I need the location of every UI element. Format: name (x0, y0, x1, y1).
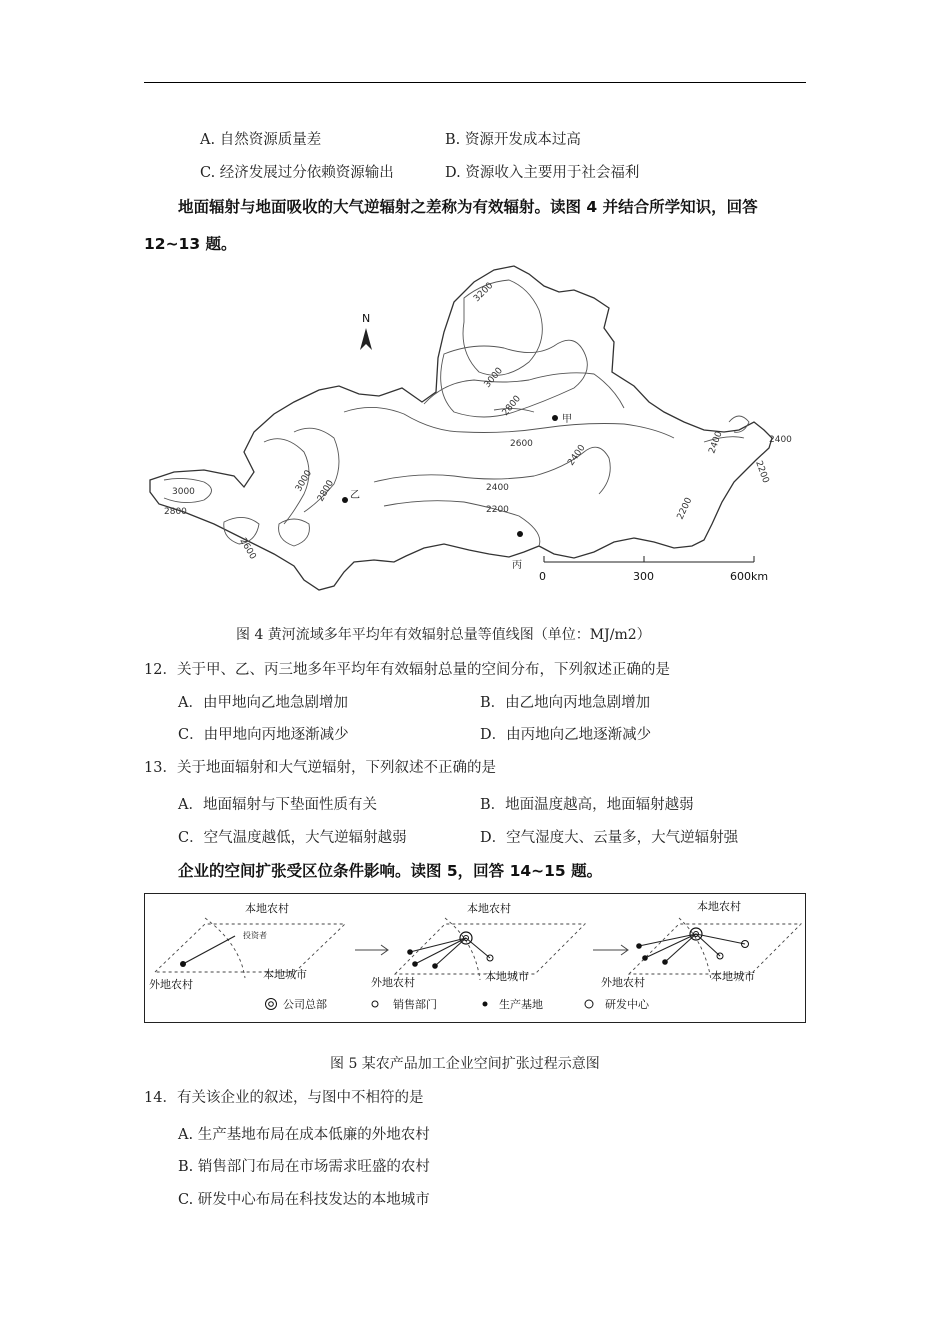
contour-label: 3200 (472, 280, 496, 305)
figure4-contour-map (144, 262, 806, 592)
q12-option-d: D．由丙地向乙地逐渐减少 (480, 727, 652, 743)
contour-label: 3000 (482, 365, 506, 390)
panel3-boundary (679, 918, 711, 980)
q14-option-b: B. 销售部门布局在市场需求旺盛的农村 (178, 1159, 430, 1175)
contour-label: 2400 (566, 443, 588, 468)
place-jia-marker (552, 415, 558, 421)
panel2-rural: 本地农村 (467, 902, 511, 915)
q13-option-d: D．空气湿度大、云量多，大气逆辐射强 (480, 830, 739, 846)
contour-lines (164, 280, 749, 546)
panel2-base-marker (432, 963, 438, 969)
panel3-rural: 本地农村 (697, 900, 741, 913)
q13-option-a: A．地面辐射与下垫面性质有关 (178, 797, 377, 813)
panel3-outside: 外地农村 (601, 976, 645, 989)
panel2-outside: 外地农村 (371, 976, 415, 989)
panel2-base-marker (412, 961, 418, 967)
contour-label: 2200 (675, 496, 695, 522)
q14-option-a: A. 生产基地布局在成本低廉的外地农村 (178, 1127, 430, 1143)
panel2-base-marker (407, 949, 413, 955)
intro-12-13-line2: 12~13 题。 (144, 235, 237, 253)
figure5-diagram (144, 893, 806, 1023)
contour-label: 2800 (315, 478, 337, 504)
legend-sales-icon (372, 1001, 378, 1007)
legend-base: 生产基地 (499, 998, 543, 1011)
scale-label-0: 0 (539, 570, 546, 583)
figure5-svg (145, 894, 805, 1022)
panel3-region (629, 924, 801, 974)
place-yi-label: 乙 (350, 490, 360, 501)
intro-12-13-line1: 地面辐射与地面吸收的大气逆辐射之差称为有效辐射。读图 4 并结合所学知识，回答 (178, 198, 758, 216)
q13-option-c: C．空气温度越低，大气逆辐射越弱 (178, 830, 407, 846)
panel3-base-marker (642, 955, 648, 961)
panel3-base-marker (636, 943, 642, 949)
panel1-base-marker (180, 961, 186, 967)
legend-rnd: 研发中心 (605, 998, 649, 1011)
place-bing-marker (517, 531, 523, 537)
contour-label: 3000 (172, 487, 195, 497)
legend-base-icon (483, 1002, 488, 1007)
q11-option-d: D. 资源收入主要用于社会福利 (445, 165, 640, 181)
contour-label: 2400 (769, 435, 792, 445)
q11-option-c: C. 经济发展过分依赖资源输出 (200, 165, 394, 181)
legend-hq-icon-inner (269, 1002, 274, 1007)
scale-label-600: 600km (730, 570, 769, 583)
figure5-caption: 图 5 某农产品加工企业空间扩张过程示意图 (330, 1056, 600, 1072)
panel1-link (183, 936, 235, 964)
contour-label: 2400 (707, 430, 725, 456)
q12-option-b: B．由乙地向丙地急剧增加 (480, 695, 651, 711)
panel2-links (410, 938, 490, 966)
panel1-outside: 外地农村 (149, 978, 193, 991)
legend-rnd-icon (585, 1000, 593, 1008)
contour-label: 2600 (510, 439, 533, 449)
panel1-city: 本地城市 (263, 968, 307, 981)
contour-label: 2800 (164, 507, 187, 517)
q13-option-b: B．地面温度越高，地面辐射越弱 (480, 797, 694, 813)
contour-label: 2600 (237, 536, 258, 562)
q11-option-b: B. 资源开发成本过高 (445, 132, 581, 148)
north-arrow-icon (360, 328, 372, 350)
panel1-investor: 投资者 (243, 931, 267, 940)
place-yi-marker (342, 497, 348, 503)
arrow-right-icon (355, 945, 388, 955)
panel1-boundary (205, 918, 245, 978)
q12-option-a: A．由甲地向乙地急剧增加 (178, 695, 348, 711)
q11-option-a: A. 自然资源质量差 (200, 132, 322, 148)
intro-14-15: 企业的空间扩张受区位条件影响。读图 5，回答 14~15 题。 (178, 862, 603, 880)
scale-label-300: 300 (633, 570, 654, 583)
panel2-boundary (445, 918, 480, 980)
q12-option-c: C．由甲地向丙地逐渐减少 (178, 727, 349, 743)
legend-hq: 公司总部 (283, 998, 327, 1011)
panel2-city: 本地城市 (485, 970, 529, 983)
contour-label: 3000 (293, 468, 315, 494)
q13-stem: 13．关于地面辐射和大气逆辐射，下列叙述不正确的是 (144, 760, 496, 776)
place-bing-label: 丙 (512, 560, 522, 571)
figure4-caption: 图 4 黄河流域多年平均年有效辐射总量等值线图（单位：MJ/m2） (236, 627, 651, 643)
panel3-city: 本地城市 (711, 970, 755, 983)
header-rule (144, 82, 806, 83)
panel1-rural: 本地农村 (245, 902, 289, 915)
panel3-base-marker (662, 959, 668, 965)
contour-label: 2200 (486, 505, 509, 515)
legend-sales: 销售部门 (393, 998, 437, 1011)
place-jia-label: 甲 (562, 414, 572, 425)
contour-label: 2800 (500, 393, 524, 418)
north-label: N (362, 312, 371, 325)
q14-option-c: C. 研发中心布局在科技发达的本地城市 (178, 1192, 430, 1208)
q12-stem: 12．关于甲、乙、丙三地多年平均年有效辐射总量的空间分布，下列叙述正确的是 (144, 662, 670, 678)
q14-stem: 14．有关该企业的叙述，与图中不相符的是 (144, 1090, 424, 1106)
contour-label: 2400 (486, 483, 509, 493)
contour-label: 2200 (753, 459, 771, 485)
arrow-right-icon (593, 945, 628, 955)
legend-hq-icon (266, 999, 277, 1010)
